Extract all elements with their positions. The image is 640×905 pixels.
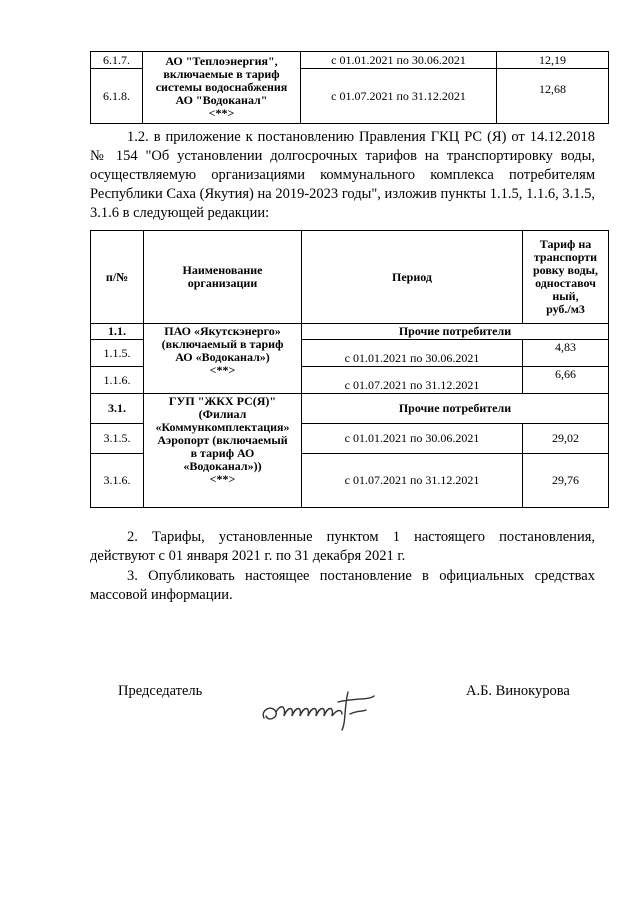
period-cell: с 01.01.2021 по 30.06.2021	[302, 340, 523, 367]
header-tariff-line: транспорти	[533, 250, 598, 264]
org-line: включаемые в тариф	[163, 67, 280, 81]
tariff-value: 29,76	[523, 454, 609, 508]
row-number: 3.1.5.	[91, 424, 144, 454]
org-line: <**>	[209, 472, 236, 486]
header-period: Период	[302, 231, 523, 324]
org-line: ГУП "ЖКХ РС(Я)"	[168, 394, 277, 408]
org-line: Аэропорт (включаемый	[157, 433, 288, 447]
row-number: 1.1.5.	[91, 340, 144, 367]
tariff-value: 12,68	[497, 69, 609, 124]
org-line: <**>	[208, 106, 235, 120]
period-cell: с 01.01.2021 по 30.06.2021	[302, 424, 523, 454]
row-number: 3.1.6.	[91, 454, 144, 508]
paragraph-1-2: 1.2. в приложение к постановлению Правления ГКЦ РС (Я) от 14.12.2018 № 154 "Об установлении долгосрочных тарифов на транспортировку воды, осуществляемую организациями коммунального комплекса потребителям Республики Саха (Якутия) на 2019-2023 годы", изложив пункты 1.1.5, 1.1.6, 3.1.5, 3.1.6 в следующей редакции:	[90, 129, 595, 221]
header-tariff-line: Тариф на	[539, 237, 592, 251]
continuation-tariff-table	[90, 51, 609, 124]
organization-cell	[143, 52, 301, 124]
header-organization: Наименование организации	[144, 231, 302, 324]
header-tariff-line: ный,	[552, 289, 579, 303]
handwritten-signature	[258, 688, 388, 732]
header-row	[91, 231, 609, 324]
header-tariff-line: руб./м3	[546, 302, 585, 316]
tariff-value: 4,83	[523, 340, 609, 367]
row-number: 6.1.8.	[91, 69, 143, 124]
org-line: «Водоканал»))	[183, 459, 262, 473]
org-line: АО "Теплоэнергия",	[165, 54, 278, 68]
row-number: 1.1.6.	[91, 367, 144, 394]
org-line: (включаемый в тариф	[161, 337, 284, 351]
org-line: АО «Водоканал»)	[175, 350, 270, 364]
paragraph-3: 3. Опубликовать настоящее постановление в официальных средствах массовой информации.	[90, 568, 595, 603]
organization-cell	[144, 324, 302, 394]
header-tariff-line: одноставоч	[535, 276, 596, 290]
org-line: в тариф АО	[190, 446, 255, 460]
period-cell: с 01.07.2021 по 31.12.2021	[301, 69, 497, 124]
table-row	[91, 52, 609, 69]
group-row	[91, 324, 609, 340]
org-line: АО "Водоканал"	[175, 93, 268, 107]
period-cell: с 01.01.2021 по 30.06.2021	[301, 52, 497, 69]
org-line: ПАО «Якутскэнерго»	[164, 324, 281, 338]
transport-tariff-table	[90, 230, 609, 508]
group-code: 3.1.	[91, 394, 144, 424]
period-cell: с 01.07.2021 по 31.12.2021	[302, 367, 523, 394]
group-code: 1.1.	[91, 324, 144, 340]
org-line: <**>	[209, 363, 236, 377]
consumer-category: Прочие потребители	[302, 394, 609, 424]
header-num: п/№	[91, 231, 144, 324]
tariff-value: 6,66	[523, 367, 609, 394]
period-cell: с 01.07.2021 по 31.12.2021	[302, 454, 523, 508]
tariff-value: 29,02	[523, 424, 609, 454]
signatory-title: Председатель	[118, 683, 203, 699]
paragraph-2: 2. Тарифы, установленные пунктом 1 настоящего постановления, действуют с 01 января 2021 г. по 31 декабря 2021 г.	[90, 529, 595, 564]
header-tariff	[523, 231, 609, 324]
organization-cell	[144, 394, 302, 508]
signatory-name: А.Б. Винокурова	[466, 683, 570, 699]
org-line: системы водоснабжения	[155, 80, 288, 94]
org-line: (Филиал	[198, 407, 247, 421]
consumer-category: Прочие потребители	[302, 324, 609, 340]
header-tariff-line: ровку воды,	[532, 263, 599, 277]
row-number: 6.1.7.	[91, 52, 143, 69]
group-row	[91, 394, 609, 424]
tariff-value: 12,19	[497, 52, 609, 69]
org-line: «Коммункомплектация»	[155, 420, 290, 434]
